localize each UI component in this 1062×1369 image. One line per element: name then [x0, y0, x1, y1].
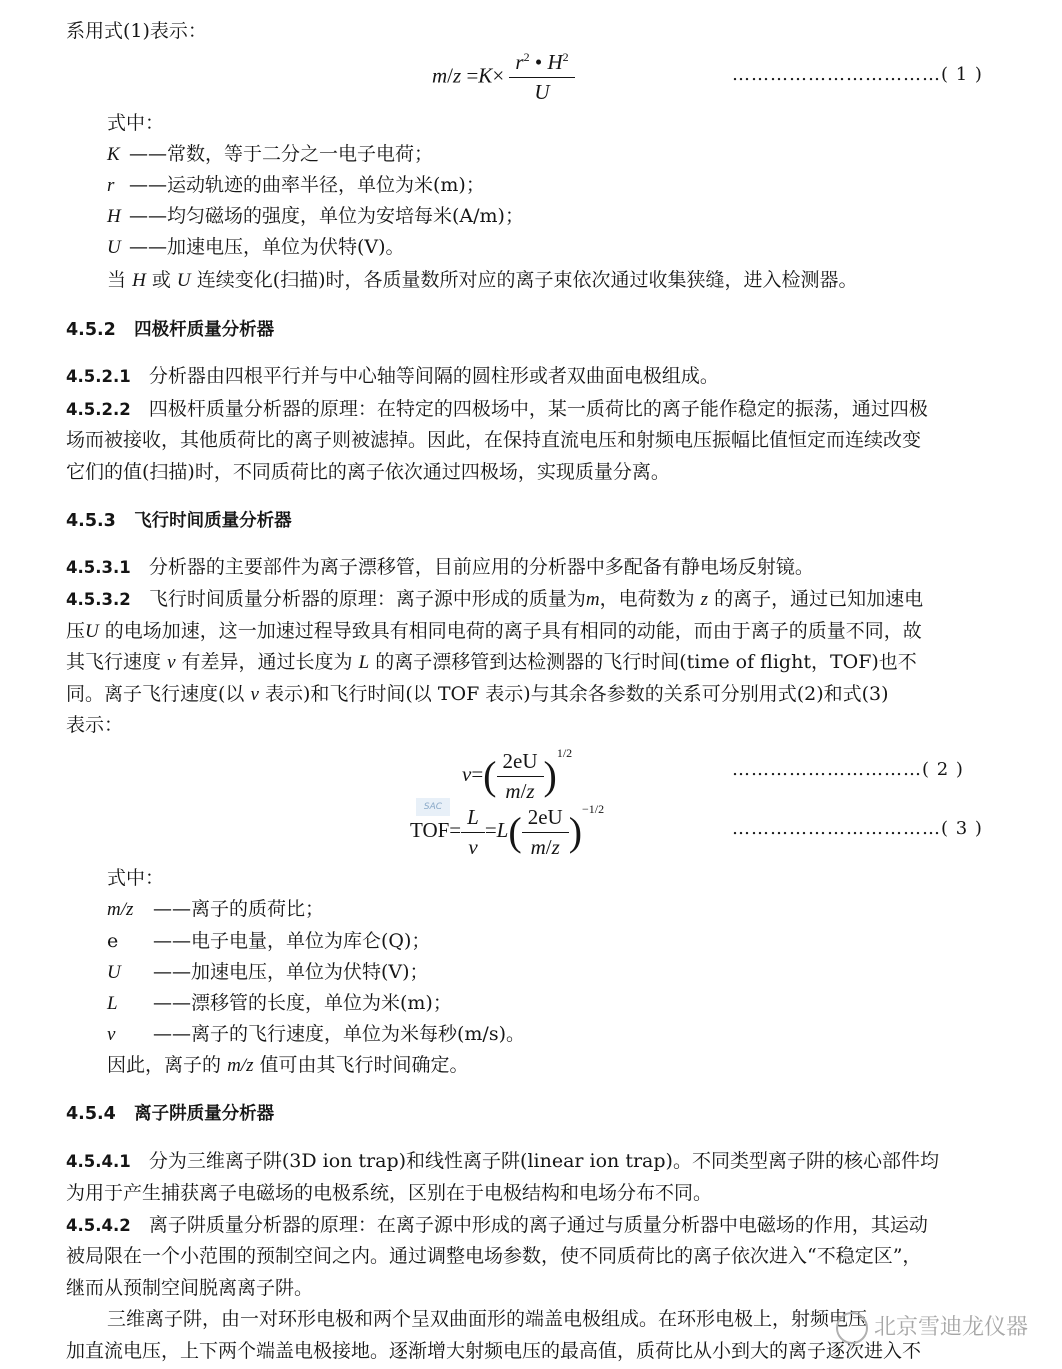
para-4-5-3-2-line-2: [66, 618, 922, 645]
para-text: 四极杆质量分析器的原理：在特定的四极场中，某一质荷比的离子能作稳定的振荡，通过四极: [148, 398, 928, 420]
var-symbol: v: [107, 1024, 116, 1045]
para-text: 压: [66, 620, 86, 642]
section-4-5-3-heading: [66, 508, 292, 534]
var-v: v: [167, 652, 176, 673]
where2-var-mz: [107, 896, 324, 923]
para-text: 分析器由四根平行并与中心轴等间隔的圆柱形或者双曲面电极组成。: [148, 365, 719, 387]
eq3-number-line: [732, 818, 983, 839]
wechat-icon: [836, 1312, 868, 1344]
var-symbol: K: [107, 144, 120, 165]
eq1-dot: •: [534, 50, 543, 74]
var-m: m: [585, 589, 600, 610]
para-4-5-4-2-line-2: 被局限在一个小范围的预制空间之内。通过调整电场参数，使不同质荷比的离子依次进入“不稳定区”，: [66, 1245, 922, 1267]
para-4-5-4-1-line-2: 为用于产生捕获离子电磁场的电极系统，区别在于电极结构和电场分布不同。: [66, 1182, 713, 1204]
para-text: 表示)和飞行时间(以 TOF 表示)与其余各参数的关系可分别用式(2)和式(3): [264, 683, 889, 705]
var-desc: ——加速电压，单位为伏特(V)；: [153, 961, 429, 983]
para-number: 4.5.3.1: [66, 558, 131, 577]
para-number: 4.5.4.1: [66, 1152, 131, 1171]
eq2-exponent: 1/2: [556, 746, 573, 760]
note-U: U: [176, 270, 191, 291]
equation-3: TOF= $\frac{L}{v}$ =L( $\frac{2eU}{m/z}$ )$^{-1/2}$: [410, 802, 605, 859]
para-text: 飞行时间质量分析器的原理：离子源中形成的质量为: [148, 588, 586, 610]
para-text: 分为三维离子阱(3D ion trap)和线性离子阱(linear ion trap)。不同类型离子阱的核心部件均: [148, 1150, 939, 1172]
var-symbol: r: [107, 175, 115, 196]
eq3-fraction-2: [522, 805, 569, 860]
eq2-leader-dots: …………………………: [732, 759, 922, 780]
note-H: H: [132, 270, 146, 291]
eq3-exponent: −1/2: [582, 802, 605, 816]
equation-2: v=( $\frac{2eU}{m/z}$ )$^{1/2}$: [462, 746, 573, 803]
var-symbol: e: [107, 930, 119, 952]
eq3-v: v: [468, 834, 478, 859]
eq1-number-line: [732, 64, 983, 85]
eq1-denominator: U: [534, 80, 550, 104]
eq3-L2: L: [496, 818, 509, 842]
para-4-5-2-1: [66, 363, 719, 390]
var-symbol: U: [107, 237, 121, 258]
eq3-L: L: [461, 805, 485, 833]
eq1-number: ( 1 ): [941, 64, 983, 85]
para-text: ，电荷数为: [599, 588, 695, 610]
eq1-H: H: [547, 50, 563, 74]
where2-var-U: [107, 959, 429, 986]
para-text: 分析器的主要部件为离子漂移管，目前应用的分析器中多配备有静电场反射镜。: [148, 556, 814, 578]
section-title: 四极杆质量分析器: [134, 320, 275, 340]
where2-label: 式中：: [107, 867, 165, 889]
para-number: 4.5.2.2: [66, 400, 131, 419]
where2-var-L: [107, 990, 452, 1017]
where1-var-H: [107, 203, 524, 230]
para-text: 值可由其飞行时间确定。: [259, 1054, 469, 1076]
eq1-times: ×: [492, 63, 505, 88]
para-number: 4.5.3.2: [66, 590, 131, 609]
eq1-r-exp: 2: [523, 50, 530, 64]
var-z: z: [700, 589, 709, 610]
var-desc: ——运动轨迹的曲率半径，单位为米(m)；: [129, 174, 485, 196]
var-v: v: [250, 684, 259, 705]
eq3-fraction-1: [461, 805, 485, 860]
para-text: 离子阱质量分析器的原理：在离子源中形成的离子通过与质量分析器中电磁场的作用，其运动: [148, 1214, 928, 1236]
var-symbol: m/z: [107, 899, 134, 920]
eq1-m: m: [432, 63, 448, 88]
para-text: 的离子，通过已知加速电: [714, 588, 924, 610]
section-title: 飞行时间质量分析器: [134, 511, 292, 531]
para-4-5-3-2-line-3: [66, 649, 917, 676]
eq2-m: m: [505, 778, 521, 803]
eq3-numerator: 2eU: [522, 805, 569, 833]
para-4-5-3-2-line-1: [66, 586, 923, 613]
para-4-5-2-2-line-2: 场而被接收，其他质荷比的离子则被滤掉。因此，在保持直流电压和射频电压振幅比值恒定而连续改变: [66, 429, 922, 451]
section-title: 离子阱质量分析器: [134, 1104, 275, 1124]
where1-var-K: [107, 141, 433, 168]
var-desc: ——离子的飞行速度，单位为米每秒(m/s)。: [153, 1023, 525, 1045]
eq3-slash: /: [545, 834, 552, 859]
eq2-numerator: 2eU: [497, 749, 544, 777]
para-text: 有差异，通过长度为: [181, 651, 353, 673]
where1-var-r: [107, 172, 485, 199]
where1-note: [107, 267, 858, 294]
eq2-number: ( 2 ): [922, 759, 964, 780]
para-text: 的电场加速，这一加速过程导致具有相同电荷的离子具有相同的动能，而由于离子的质量不同，故: [104, 620, 922, 642]
eq2-number-line: [732, 759, 964, 780]
var-mz: m/z: [227, 1055, 254, 1076]
where2-var-e: [107, 928, 430, 954]
eq1-leader-dots: ……………………………: [732, 64, 941, 85]
var-desc: ——常数，等于二分之一电子电荷；: [129, 143, 434, 165]
note-text: 或: [151, 269, 171, 291]
center-logo-watermark: SAC: [416, 798, 450, 816]
eq1-r: r: [515, 50, 524, 74]
var-desc: ——电子电量，单位为库仑(Q)；: [153, 930, 431, 952]
eq3-tof: TOF: [410, 818, 450, 842]
eq1-fraction: [509, 50, 574, 105]
var-desc: ——均匀磁场的强度，单位为安培每米(A/m)；: [129, 205, 524, 227]
var-symbol: U: [107, 962, 121, 983]
where1-label: 式中：: [107, 112, 165, 134]
var-symbol: L: [107, 993, 118, 1014]
equation-1: [432, 50, 575, 105]
eq3-m: m: [530, 834, 546, 859]
section-4-5-2-heading: [66, 317, 274, 343]
var-desc: ——加速电压，单位为伏特(V)。: [129, 236, 405, 258]
eq1-K: K: [478, 63, 493, 88]
intro-line: 系用式(1)表示：: [66, 20, 207, 42]
eq2-z: z: [526, 778, 535, 803]
note-text: 连续变化(扫描)时，各质量数所对应的离子束依次通过收集狭缝，进入检测器。: [196, 269, 858, 291]
para-number: 4.5.4.2: [66, 1216, 131, 1235]
eq1-equals: =: [466, 63, 479, 88]
para-4-5-4-2-line-1: [66, 1212, 928, 1239]
eq3-z: z: [551, 834, 560, 859]
para-number: 4.5.2.1: [66, 367, 131, 386]
note-text: 当: [107, 269, 127, 291]
where2-var-v: [107, 1021, 525, 1048]
where2-conclusion: [107, 1052, 469, 1079]
para-4-5-3-1: [66, 554, 814, 581]
watermark: [836, 1310, 1028, 1344]
para-4-5-2-2-line-3: 它们的值(扫描)时，不同质荷比的离子依次通过四极场，实现质量分离。: [66, 461, 670, 483]
section-4-5-4-heading: [66, 1101, 274, 1127]
eq1-z: z: [453, 63, 462, 88]
eq3-number: ( 3 ): [941, 818, 983, 839]
para-text: 因此，离子的: [107, 1054, 222, 1076]
para-4-5-3-2-line-4: [66, 681, 889, 708]
section-number: 4.5.3: [66, 511, 116, 531]
var-symbol: H: [107, 206, 121, 227]
para-4-5-4-1-line-1: [66, 1148, 939, 1175]
eq3-leader-dots: ……………………………: [732, 818, 941, 839]
para-4-5-3-2-line-5: 表示：: [66, 714, 124, 736]
para-4-5-4-2-line-3: 继而从预制空间脱离离子阱。: [66, 1277, 314, 1299]
var-L: L: [358, 652, 370, 673]
para-text: 其飞行速度: [66, 651, 162, 673]
eq2-equals: =: [471, 762, 484, 786]
var-desc: ——漂移管的长度，单位为米(m)；: [153, 992, 452, 1014]
para-text: 的离子漂移管到达检测器的飞行时间(time of flight，TOF)也不: [375, 651, 917, 673]
var-U: U: [85, 621, 99, 642]
watermark-text: 北京雪迪龙仪器: [874, 1315, 1029, 1340]
section-number: 4.5.2: [66, 320, 116, 340]
where1-var-U: [107, 234, 405, 261]
eq2-slash: /: [520, 778, 527, 803]
eq1-slash: /: [447, 63, 454, 88]
section-number: 4.5.4: [66, 1104, 116, 1124]
para-4-5-2-2-line-1: [66, 396, 928, 423]
eq1-H-exp: 2: [562, 50, 569, 64]
var-desc: ——离子的质荷比；: [153, 898, 325, 920]
eq3-equals: =: [449, 818, 462, 842]
para-4-5-4-3-line-2: 加直流电压，上下两个端盖电极接地。逐渐增大射频电压的最高值，质荷比从小到大的离子逐次进入不: [66, 1340, 922, 1362]
eq2-fraction: [497, 749, 544, 804]
para-text: 同。离子飞行速度(以: [66, 683, 245, 705]
eq2-v: v: [462, 762, 472, 786]
para-4-5-4-3-line-1: 三维离子阱，由一对环形电极和两个呈双曲面形的端盖电极组成。在环形电极上，射频电压: [107, 1308, 868, 1330]
eq3-equals-2: =: [484, 818, 497, 842]
